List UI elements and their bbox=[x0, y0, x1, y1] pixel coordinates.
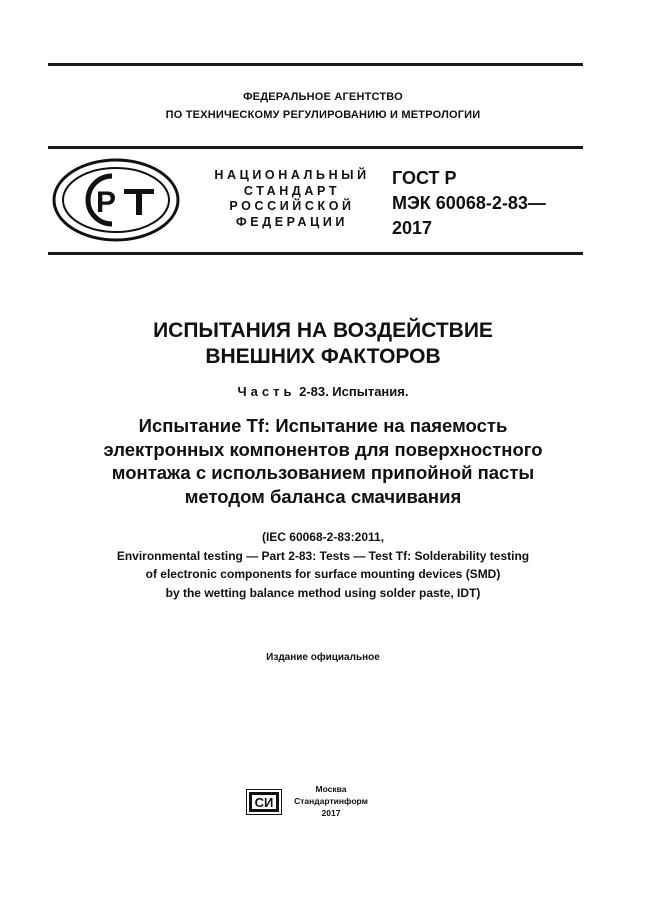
emblem-glyph-r: Р bbox=[96, 186, 117, 219]
subtitle-line-4: методом баланса смачивания bbox=[184, 485, 462, 507]
gost-line-2: МЭК 60068-2-83— bbox=[392, 193, 546, 213]
top-rule bbox=[48, 63, 583, 66]
national-line-3: РОССИЙСКОЙ bbox=[229, 199, 355, 213]
publisher-name: Стандартинформ bbox=[294, 796, 368, 806]
part-rest: 2-83. Испытания. bbox=[295, 384, 409, 399]
subtitle-line-1: Испытание Tf: Испытание на паяемость bbox=[138, 415, 508, 436]
english-title bbox=[0, 528, 646, 602]
national-line-1: НАЦИОНАЛЬНЫЙ bbox=[214, 168, 370, 182]
standartinform-logo-icon bbox=[246, 789, 282, 815]
header-rule bbox=[48, 146, 583, 149]
edition-label: Издание официальное bbox=[266, 652, 380, 663]
part-heading bbox=[0, 384, 646, 399]
emblem-rule bbox=[48, 252, 583, 255]
national-line-4: ФЕДЕРАЦИИ bbox=[235, 214, 348, 229]
document-title bbox=[0, 318, 646, 370]
subtitle-line-3: монтажа с использованием припойной пасты bbox=[111, 462, 535, 483]
english-line-2: Environmental testing — Part 2-83: Tests — Test Tf: Solderability testing bbox=[116, 548, 530, 563]
publisher-imprint bbox=[286, 783, 376, 819]
english-line-1: (IEC 60068-2-83:2011, bbox=[261, 530, 385, 544]
title-line-1: ИСПЫТАНИЯ НА ВОЗДЕЙСТВИЕ bbox=[153, 319, 493, 342]
gost-line-1: ГОСТ Р bbox=[392, 168, 457, 188]
title-line-2: ВНЕШНИХ ФАКТОРОВ bbox=[205, 345, 441, 368]
publisher-year: 2017 bbox=[321, 808, 341, 818]
national-standard-label bbox=[196, 168, 388, 230]
subtitle-line-2: электронных компонентов для поверхностного bbox=[103, 438, 543, 460]
rst-certification-logo-icon bbox=[52, 158, 180, 242]
english-line-4: by the wetting balance method using solder paste, IDT) bbox=[165, 585, 481, 600]
national-line-2: СТАНДАРТ bbox=[243, 183, 341, 198]
agency-line-2: ПО ТЕХНИЧЕСКОМУ РЕГУЛИРОВАНИЮ И МЕТРОЛОГИИ bbox=[165, 109, 481, 121]
part-word: Часть bbox=[237, 384, 296, 399]
document-subtitle bbox=[0, 414, 646, 508]
publisher-logo-text: СИ bbox=[254, 795, 274, 810]
publisher-city: Москва bbox=[315, 784, 347, 794]
standard-designation bbox=[392, 166, 546, 241]
gost-line-3: 2017 bbox=[392, 218, 433, 238]
agency-line-1: ФЕДЕРАЛЬНОЕ АГЕНТСТВО bbox=[243, 91, 403, 103]
english-line-3: of electronic components for surface mounting devices (SMD) bbox=[145, 567, 501, 581]
